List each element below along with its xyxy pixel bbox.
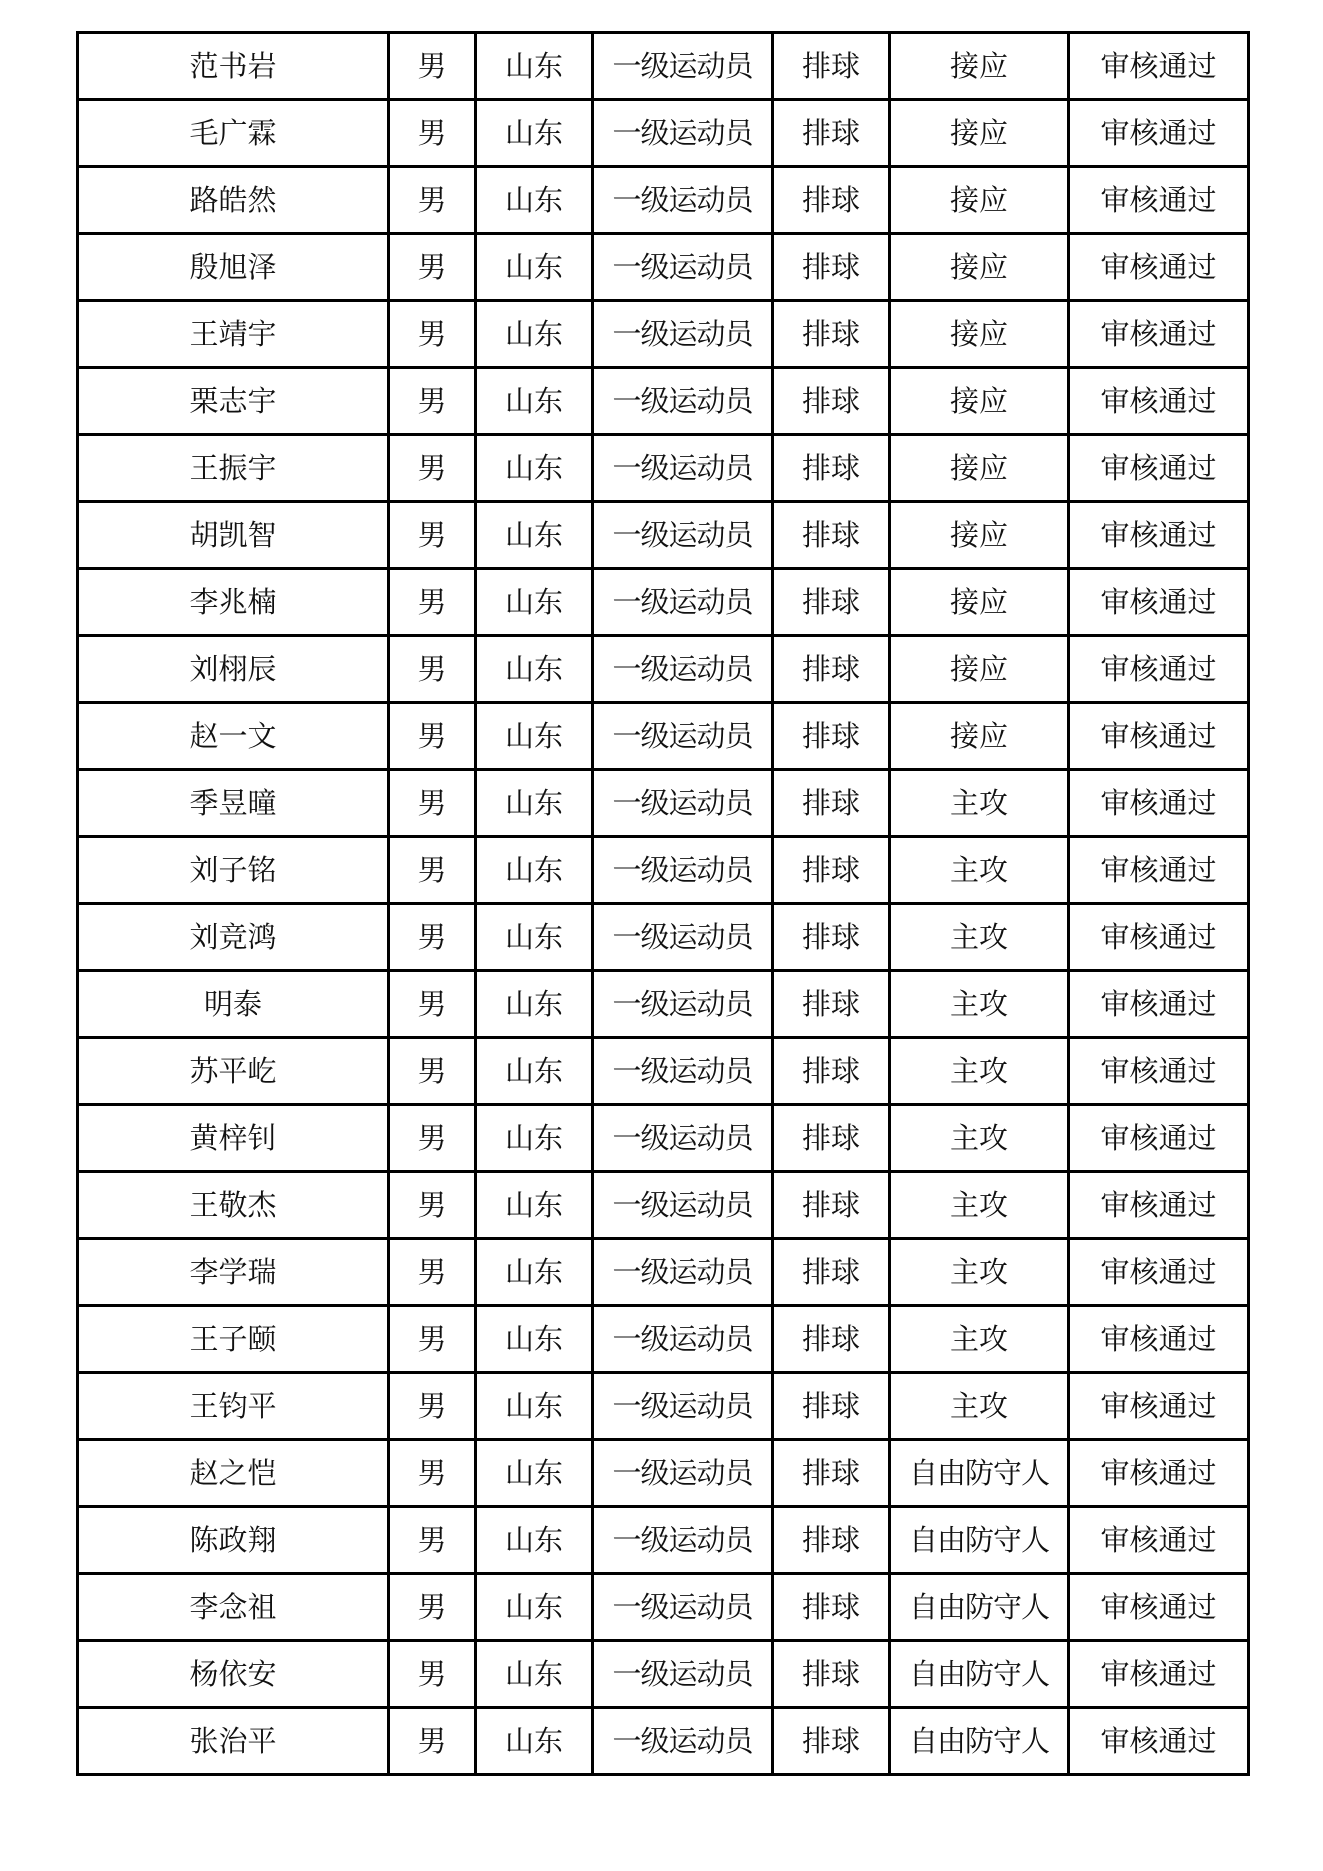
position-cell: 接应 [890,234,1069,301]
review-status-cell: 审核通过 [1069,770,1249,837]
sport-cell: 排球 [773,301,890,368]
athlete-level-cell: 一级运动员 [593,1038,773,1105]
athlete-level-cell: 一级运动员 [593,1105,773,1172]
review-status-cell: 审核通过 [1069,435,1249,502]
review-status-cell: 审核通过 [1069,636,1249,703]
athlete-level-cell: 一级运动员 [593,1708,773,1775]
review-status-cell: 审核通过 [1069,1641,1249,1708]
position-cell: 自由防守人 [890,1507,1069,1574]
table-row [78,368,1249,435]
gender-cell: 男 [389,971,476,1038]
table-row [78,435,1249,502]
athlete-name-cell: 王子颐 [78,1306,389,1373]
gender-cell: 男 [389,1507,476,1574]
province-cell: 山东 [476,167,593,234]
athlete-name-cell: 刘子铭 [78,837,389,904]
athlete-name-cell: 刘竞鸿 [78,904,389,971]
sport-cell: 排球 [773,1708,890,1775]
province-cell: 山东 [476,301,593,368]
athlete-level-cell: 一级运动员 [593,435,773,502]
athlete-level-cell: 一级运动员 [593,636,773,703]
province-cell: 山东 [476,770,593,837]
athlete-level-cell: 一级运动员 [593,1239,773,1306]
gender-cell: 男 [389,1641,476,1708]
table-row [78,770,1249,837]
sport-cell: 排球 [773,1306,890,1373]
table-row [78,1172,1249,1239]
review-status-cell: 审核通过 [1069,234,1249,301]
position-cell: 主攻 [890,904,1069,971]
sport-cell: 排球 [773,904,890,971]
table-row [78,569,1249,636]
athlete-name-cell: 明泰 [78,971,389,1038]
sport-cell: 排球 [773,502,890,569]
review-status-cell: 审核通过 [1069,1373,1249,1440]
sport-cell: 排球 [773,234,890,301]
table-row [78,1373,1249,1440]
table-row [78,1105,1249,1172]
sport-cell: 排球 [773,167,890,234]
gender-cell: 男 [389,1373,476,1440]
gender-cell: 男 [389,904,476,971]
athlete-level-cell: 一级运动员 [593,234,773,301]
position-cell: 主攻 [890,1239,1069,1306]
position-cell: 主攻 [890,770,1069,837]
province-cell: 山东 [476,636,593,703]
athlete-level-cell: 一级运动员 [593,502,773,569]
athlete-level-cell: 一级运动员 [593,33,773,100]
athlete-name-cell: 陈政翔 [78,1507,389,1574]
gender-cell: 男 [389,703,476,770]
sport-cell: 排球 [773,636,890,703]
athlete-level-cell: 一级运动员 [593,1507,773,1574]
table-row [78,301,1249,368]
sport-cell: 排球 [773,33,890,100]
province-cell: 山东 [476,1239,593,1306]
athlete-level-cell: 一级运动员 [593,1373,773,1440]
athlete-level-cell: 一级运动员 [593,837,773,904]
province-cell: 山东 [476,1105,593,1172]
athlete-name-cell: 毛广霖 [78,100,389,167]
review-status-cell: 审核通过 [1069,33,1249,100]
review-status-cell: 审核通过 [1069,971,1249,1038]
review-status-cell: 审核通过 [1069,1708,1249,1775]
athlete-name-cell: 殷旭泽 [78,234,389,301]
athlete-name-cell: 李念祖 [78,1574,389,1641]
sport-cell: 排球 [773,1641,890,1708]
sport-cell: 排球 [773,435,890,502]
gender-cell: 男 [389,33,476,100]
athlete-level-cell: 一级运动员 [593,703,773,770]
review-status-cell: 审核通过 [1069,1440,1249,1507]
athlete-level-cell: 一级运动员 [593,904,773,971]
athlete-level-cell: 一级运动员 [593,1306,773,1373]
athlete-name-cell: 李学瑞 [78,1239,389,1306]
province-cell: 山东 [476,703,593,770]
province-cell: 山东 [476,1172,593,1239]
review-status-cell: 审核通过 [1069,1038,1249,1105]
gender-cell: 男 [389,569,476,636]
table-row [78,971,1249,1038]
province-cell: 山东 [476,1440,593,1507]
gender-cell: 男 [389,636,476,703]
table-row [78,703,1249,770]
athlete-level-cell: 一级运动员 [593,167,773,234]
gender-cell: 男 [389,1038,476,1105]
position-cell: 主攻 [890,1373,1069,1440]
position-cell: 接应 [890,636,1069,703]
review-status-cell: 审核通过 [1069,904,1249,971]
table-row [78,33,1249,100]
sport-cell: 排球 [773,368,890,435]
athlete-name-cell: 王振宇 [78,435,389,502]
position-cell: 自由防守人 [890,1574,1069,1641]
position-cell: 接应 [890,569,1069,636]
position-cell: 主攻 [890,1306,1069,1373]
table-row [78,234,1249,301]
province-cell: 山东 [476,1641,593,1708]
gender-cell: 男 [389,502,476,569]
table-row [78,1574,1249,1641]
athlete-name-cell: 赵一文 [78,703,389,770]
review-status-cell: 审核通过 [1069,167,1249,234]
table-row [78,100,1249,167]
sport-cell: 排球 [773,569,890,636]
athlete-level-cell: 一级运动员 [593,1172,773,1239]
table-row [78,1507,1249,1574]
review-status-cell: 审核通过 [1069,1172,1249,1239]
province-cell: 山东 [476,1373,593,1440]
province-cell: 山东 [476,368,593,435]
athlete-name-cell: 张治平 [78,1708,389,1775]
position-cell: 主攻 [890,1105,1069,1172]
province-cell: 山东 [476,1574,593,1641]
sport-cell: 排球 [773,770,890,837]
province-cell: 山东 [476,100,593,167]
athlete-roster-table [76,31,1250,1776]
gender-cell: 男 [389,435,476,502]
position-cell: 接应 [890,703,1069,770]
athlete-level-cell: 一级运动员 [593,301,773,368]
athlete-name-cell: 杨依安 [78,1641,389,1708]
table-row [78,1708,1249,1775]
review-status-cell: 审核通过 [1069,837,1249,904]
review-status-cell: 审核通过 [1069,1239,1249,1306]
gender-cell: 男 [389,770,476,837]
sport-cell: 排球 [773,1574,890,1641]
athlete-name-cell: 路皓然 [78,167,389,234]
province-cell: 山东 [476,569,593,636]
table-row [78,502,1249,569]
position-cell: 接应 [890,100,1069,167]
province-cell: 山东 [476,1306,593,1373]
position-cell: 接应 [890,167,1069,234]
athlete-name-cell: 栗志宇 [78,368,389,435]
position-cell: 主攻 [890,971,1069,1038]
position-cell: 自由防守人 [890,1440,1069,1507]
province-cell: 山东 [476,837,593,904]
review-status-cell: 审核通过 [1069,703,1249,770]
review-status-cell: 审核通过 [1069,100,1249,167]
sport-cell: 排球 [773,1038,890,1105]
sport-cell: 排球 [773,971,890,1038]
table-row [78,636,1249,703]
position-cell: 接应 [890,301,1069,368]
review-status-cell: 审核通过 [1069,1306,1249,1373]
gender-cell: 男 [389,837,476,904]
review-status-cell: 审核通过 [1069,1574,1249,1641]
sport-cell: 排球 [773,1507,890,1574]
review-status-cell: 审核通过 [1069,368,1249,435]
province-cell: 山东 [476,33,593,100]
review-status-cell: 审核通过 [1069,1105,1249,1172]
gender-cell: 男 [389,1306,476,1373]
gender-cell: 男 [389,100,476,167]
gender-cell: 男 [389,1172,476,1239]
gender-cell: 男 [389,1440,476,1507]
sport-cell: 排球 [773,1239,890,1306]
province-cell: 山东 [476,1708,593,1775]
province-cell: 山东 [476,1038,593,1105]
athlete-level-cell: 一级运动员 [593,971,773,1038]
position-cell: 主攻 [890,1172,1069,1239]
table-row [78,1641,1249,1708]
sport-cell: 排球 [773,1373,890,1440]
review-status-cell: 审核通过 [1069,502,1249,569]
position-cell: 接应 [890,368,1069,435]
athlete-level-cell: 一级运动员 [593,100,773,167]
sport-cell: 排球 [773,1440,890,1507]
athlete-name-cell: 胡凯智 [78,502,389,569]
athlete-name-cell: 季昱曈 [78,770,389,837]
athlete-name-cell: 王钧平 [78,1373,389,1440]
sport-cell: 排球 [773,1105,890,1172]
athlete-level-cell: 一级运动员 [593,770,773,837]
sport-cell: 排球 [773,1172,890,1239]
gender-cell: 男 [389,1708,476,1775]
province-cell: 山东 [476,435,593,502]
gender-cell: 男 [389,1105,476,1172]
athlete-level-cell: 一级运动员 [593,1641,773,1708]
province-cell: 山东 [476,502,593,569]
position-cell: 自由防守人 [890,1641,1069,1708]
gender-cell: 男 [389,234,476,301]
gender-cell: 男 [389,1239,476,1306]
athlete-level-cell: 一级运动员 [593,1574,773,1641]
province-cell: 山东 [476,904,593,971]
position-cell: 接应 [890,33,1069,100]
gender-cell: 男 [389,368,476,435]
table-row [78,1306,1249,1373]
gender-cell: 男 [389,1574,476,1641]
position-cell: 主攻 [890,1038,1069,1105]
sport-cell: 排球 [773,837,890,904]
roster-table-body [78,33,1249,1775]
athlete-name-cell: 黄梓钊 [78,1105,389,1172]
athlete-level-cell: 一级运动员 [593,1440,773,1507]
review-status-cell: 审核通过 [1069,1507,1249,1574]
athlete-name-cell: 李兆楠 [78,569,389,636]
athlete-name-cell: 苏平屹 [78,1038,389,1105]
athlete-name-cell: 王靖宇 [78,301,389,368]
position-cell: 自由防守人 [890,1708,1069,1775]
province-cell: 山东 [476,971,593,1038]
athlete-level-cell: 一级运动员 [593,368,773,435]
province-cell: 山东 [476,234,593,301]
athlete-name-cell: 王敬杰 [78,1172,389,1239]
position-cell: 接应 [890,502,1069,569]
table-row [78,1038,1249,1105]
table-row [78,837,1249,904]
sport-cell: 排球 [773,703,890,770]
athlete-name-cell: 刘栩辰 [78,636,389,703]
review-status-cell: 审核通过 [1069,301,1249,368]
position-cell: 主攻 [890,837,1069,904]
gender-cell: 男 [389,301,476,368]
athlete-name-cell: 赵之恺 [78,1440,389,1507]
review-status-cell: 审核通过 [1069,569,1249,636]
table-row [78,904,1249,971]
table-row [78,1239,1249,1306]
province-cell: 山东 [476,1507,593,1574]
table-row [78,167,1249,234]
sport-cell: 排球 [773,100,890,167]
position-cell: 接应 [890,435,1069,502]
table-row [78,1440,1249,1507]
gender-cell: 男 [389,167,476,234]
athlete-level-cell: 一级运动员 [593,569,773,636]
athlete-name-cell: 范书岩 [78,33,389,100]
